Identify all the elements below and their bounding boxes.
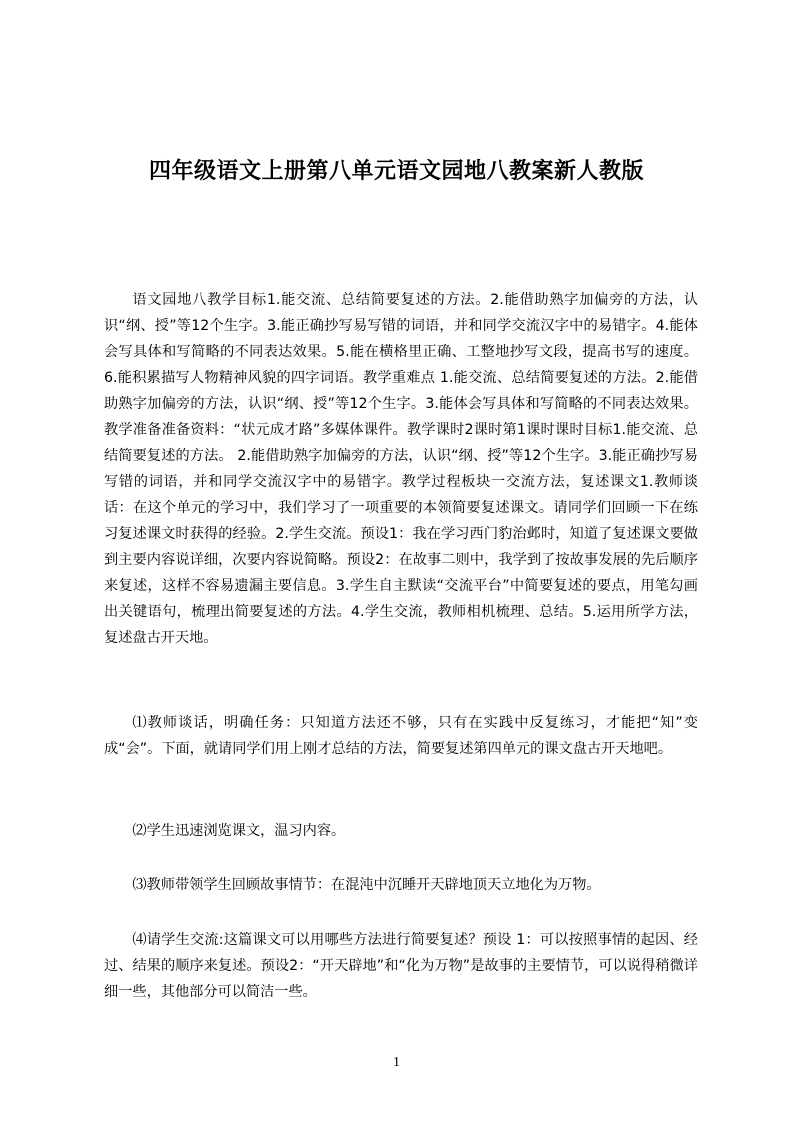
paragraph-block-3	[104, 872, 698, 898]
page-number: 1	[393, 1055, 400, 1070]
paragraph-objectives: 语文园地八教学目标1.能交流、总结简要复述的方法。2.能借助熟字加偏旁的方法，认识“纲、授”等12个生字。3.能正确抄写易写错的词语，并和同学交流汉字中的易错字。4.能体会写具体和写简略的不同表达效果。5.能在横格里正确、工整地抄写文段，提高书写的速度。6.能积累描写人物精神风貌的四字词语。教学重难点 1.能交流、总结简要复述的方法。2.能借助熟字加偏旁的方法，认识“纲、授”等12个生字。3.能体会写具体和写简略的不同表达效果。教学准备准备资料：“状元成才路”多媒体课件。教学课时2课时第1课时课时目标1.能交流、总结简要复述的方法。 2.能借助熟字加偏旁的方法，认识“纲、授”等12个生字。3.能正确抄写易写错的词语，并和同学交流汉字中的易错字。教学过程板块一交流方法，复述课文1.教师谈话：在这个单元的学习中，我们学习了一项重要的本领简要复述课文。请同学们回顾一下在练习复述课文时获得的经验。2.学生交流。预设1：我在学习西门豹治邺时，知道了复述课文要做到主要内容说详细，次要内容说简略。预设2：在故事二则中，我学到了按故事发展的先后顺序来复述，这样不容易遗漏主要信息。3.学生自主默读“交流平台”中简要复述的要点，用笔勾画出关键语句，梳理出简要复述的方法。4.学生交流，教师相机梳理、总结。5.运用所学方法，复述盘古开天地。	[104, 292, 698, 646]
paragraph-step-3: ⑶教师带领学生回顾故事情节：在混沌中沉睡开天辟地顶天立地化为万物。	[132, 877, 601, 893]
paragraph-block-2	[104, 818, 698, 844]
page-title: 四年级语文上册第八单元语文园地八教案新人教版	[148, 158, 644, 184]
paragraph-block-1	[104, 710, 698, 762]
main-paragraph-block	[104, 287, 698, 651]
paragraph-step-2: ⑵学生迅速浏览课文，温习内容。	[132, 823, 346, 839]
paragraph-step-1: ⑴教师谈话，明确任务：只知道方法还不够，只有在实践中反复练习，才能把“知”变成“会”。下面，就请同学们用上刚才总结的方法，简要复述第四单元的课文盘古开天地吧。	[104, 715, 698, 757]
paragraph-step-4: ⑷请学生交流:这篇课文可以用哪些方法进行简要复述？预设 1：可以按照事情的起因、经过、结果的顺序来复述。预设2：“开天辟地”和“化为万物”是故事的主要情节，可以说得稍微详细一些，其他部分可以简洁一些。	[104, 932, 698, 1000]
paragraph-block-4	[104, 927, 698, 1005]
